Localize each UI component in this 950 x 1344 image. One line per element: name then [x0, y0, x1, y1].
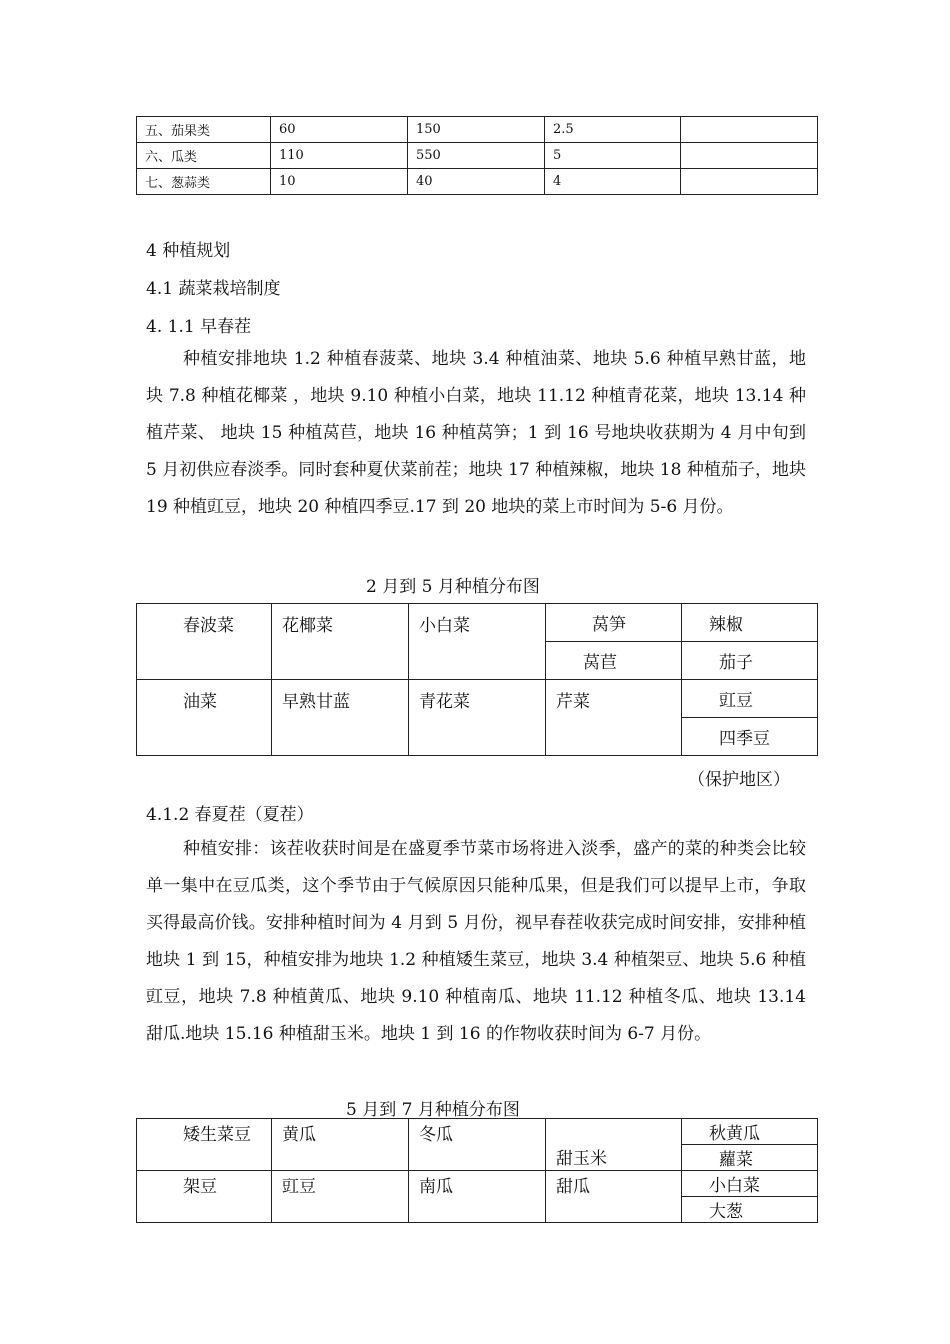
table-cell: 黄瓜 [272, 1119, 409, 1171]
planting-layout-table-feb-may [136, 603, 818, 756]
table-cell: 芹菜 [546, 680, 682, 756]
table-row [137, 117, 818, 143]
table-cell: 秋黄瓜 [682, 1119, 818, 1145]
table-cell: 架豆 [137, 1171, 272, 1223]
section-heading-4-1-1: 4. 1.1 早春茬 [146, 317, 252, 337]
table-cell: 花椰菜 [272, 604, 409, 680]
table-cell [681, 169, 818, 195]
table-cell: 5 [545, 143, 681, 169]
table-cell: 甜玉米 [546, 1119, 682, 1171]
table-row [137, 1171, 818, 1197]
table-cell: 小白菜 [682, 1171, 818, 1197]
table-cell: 南瓜 [409, 1171, 546, 1223]
table-row [137, 1119, 818, 1145]
table-caption-1: 2 月到 5 月种植分布图 [366, 577, 540, 597]
table-row [137, 604, 818, 642]
table-caption-2: 5 月到 7 月种植分布图 [346, 1100, 520, 1120]
table-cell: 110 [271, 143, 408, 169]
table-cell: 10 [271, 169, 408, 195]
table-cell: 茄子 [682, 642, 818, 680]
table-cell: 甜瓜 [546, 1171, 682, 1223]
table-cell: 四季豆 [682, 718, 818, 756]
table-cell: 蘿菜 [682, 1145, 818, 1171]
table-row [137, 169, 818, 195]
table-cell: 150 [408, 117, 545, 143]
table-row [137, 680, 818, 718]
table-cell: 4 [545, 169, 681, 195]
table-cell: 豇豆 [272, 1171, 409, 1223]
table-cell [681, 117, 818, 143]
table-cell: 豇豆 [682, 680, 818, 718]
table-cell: 辣椒 [682, 604, 818, 642]
paragraph-early-spring: 种植安排地块 1.2 种植春菠菜、地块 3.4 种植油菜、地块 5.6 种植早熟甘蓝，地块 7.8 种植花椰菜 ，地块 9.10 种植小白菜，地块 11.12 种植青花菜，地块 13.14 种植芹菜、 地块 15 种植莴苣，地块 16 种植莴笋；1 到 16 号地块收获期为 4 月中旬到 5 月初供应春淡季。同时套种夏伏菜前茬；地块 17 种植辣椒，地块 18 种植茄子，地块 19 种植豇豆，地块 20 种植四季豆.17 到 20 地块的菜上市时间为 5-6 月份。 [146, 349, 806, 517]
table-cell: 冬瓜 [409, 1119, 546, 1171]
table-cell: 小白菜 [409, 604, 546, 680]
table-cell [681, 143, 818, 169]
table-cell: 春波菜 [137, 604, 272, 680]
table-cell: 40 [408, 169, 545, 195]
section-heading-4: 4 种植规划 [146, 241, 231, 261]
table-cell: 莴笋 [546, 604, 682, 642]
paragraph-spring-summer: 种植安排：该茬收获时间是在盛夏季节菜市场将进入淡季，盛产的菜的种类会比较单一集中在豆瓜类，这个季节由于气候原因只能种瓜果，但是我们可以提早上市，争取买得最高价钱。安排种植时间为 4 月到 5 月份，视早春茬收获完成时间安排，安排种植地块 1 到 15，种植安排为地块 1.2 种植矮生菜豆，地块 3.4 种植架豆、地块 5.6 种植豇豆，地块 7.8 种植黄瓜、地块 9.10 种植南瓜、地块 11.12 种植冬瓜、地块 13.14 甜瓜.地块 15.16 种植甜玉米。地块 1 到 16 的作物收获时间为 6-7 月份。 [146, 839, 806, 1044]
table-cell: 550 [408, 143, 545, 169]
section-heading-4-1-2: 4.1.2 春夏茬（夏茬） [146, 805, 314, 825]
table-cell: 青花菜 [409, 680, 546, 756]
table-cell: 2.5 [545, 117, 681, 143]
table-cell: 七、葱蒜类 [137, 169, 271, 195]
protected-area-note: （保护地区） [688, 770, 790, 790]
table-cell: 六、瓜类 [137, 143, 271, 169]
table-row [137, 143, 818, 169]
table-cell: 矮生菜豆 [137, 1119, 272, 1171]
section-heading-4-1: 4.1 蔬菜栽培制度 [146, 279, 281, 299]
table-cell: 早熟甘蓝 [272, 680, 409, 756]
table-cell: 五、茄果类 [137, 117, 271, 143]
table-cell: 60 [271, 117, 408, 143]
table-cell: 莴苣 [546, 642, 682, 680]
table-cell: 油菜 [137, 680, 272, 756]
vegetable-stats-table [136, 116, 818, 195]
planting-layout-table-may-jul [136, 1118, 818, 1223]
table-cell: 大葱 [682, 1197, 818, 1223]
